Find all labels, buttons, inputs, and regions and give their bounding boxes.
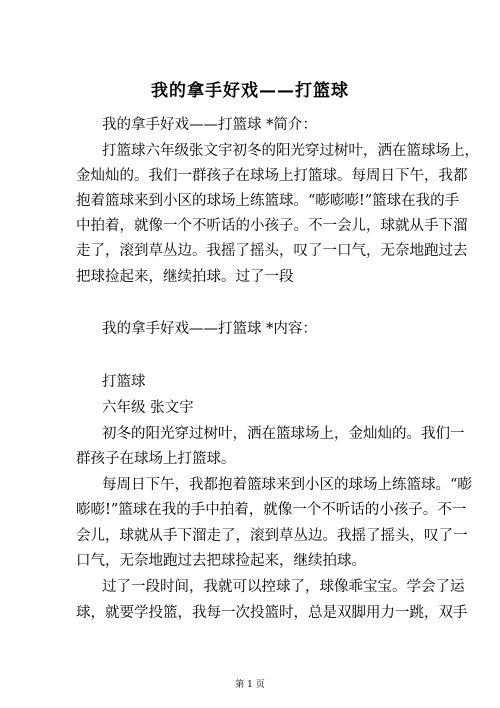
document-title: 我的拿手好戏——打篮球 [151,81,349,101]
paragraph-line: 嘭嘭!”篮球在我的手中拍着，就像一个不听话的小孩子。不一 [76,502,467,518]
essay-author: 六年级 张文宇 [102,400,194,416]
paragraph-line: 把球捡起来，继续拍球。过了一段 [76,269,294,285]
paragraph-line: 每周日下午，我都抱着篮球来到小区的球场上练篮球。“嘭 [102,477,472,493]
paragraph-line: 走了，滚到草丛边。我摇了摇头，叹了一口气，无奈地跑过去 [76,243,468,259]
paragraph-line: 口气，无奈地跑过去把球捡起来，继续拍球。 [76,553,366,569]
paragraph-line: 初冬的阳光穿过树叶，洒在篮球场上，金灿灿的。我们一 [102,426,465,442]
paragraph-line: 会儿，球就从手下溜走了，滚到草丛边。我摇了摇头，叹了一 [76,528,468,544]
paragraph-line: 抱着篮球来到小区的球场上练篮球。“嘭嘭嘭!”篮球在我的手 [76,193,460,209]
content-heading: 我的拿手好戏——打篮球 *内容： [102,321,317,337]
paragraph-line: 群孩子在球场上打篮球。 [76,451,236,467]
essay-title: 打篮球 [102,374,146,390]
paragraph-line: 球，就要学投篮，我每一次投篮时，总是双脚用力一跳，双手 [76,605,468,621]
paragraph-line: 过了一段时间，我就可以控球了，球像乖宝宝。学会了运 [102,579,465,595]
paragraph-line: 打篮球六年级张文宇初冬的阳光穿过树叶，洒在篮球场上， [102,143,479,159]
paragraph-line: 金灿灿的。我们一群孩子在球场上打篮球。每周日下午，我都 [76,168,468,184]
page-number: 第 1 页 [235,680,265,690]
paragraph-line: 中拍着，就像一个不听话的小孩子。不一会儿，球就从手下溜 [76,218,468,234]
intro-heading: 我的拿手好戏——打篮球 *简介： [102,117,317,133]
